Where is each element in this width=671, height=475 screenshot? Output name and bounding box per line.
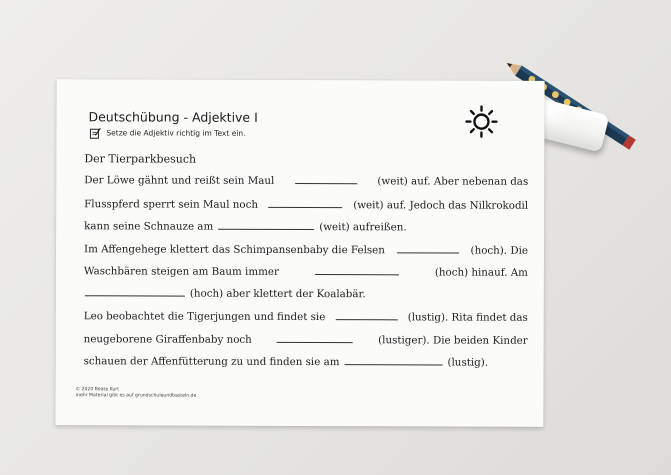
story-title: Der Tierparkbesuch [84, 152, 197, 166]
blank-line [85, 285, 185, 296]
text-line [84, 241, 528, 257]
text-segment: Flusspferd sperrt sein Maul noch [84, 198, 259, 211]
text-segment: (weit) auf. Jedoch das Nilkrokodil [353, 199, 529, 212]
text-line [84, 285, 528, 301]
footer [75, 387, 196, 399]
blank-line [295, 173, 357, 184]
text-segment: (weit) auf. Aber nebenan das [377, 175, 529, 188]
text-segment: kann seine Schnauze am [84, 220, 214, 233]
footer-more: mehr Material gibt es auf grundschuleundbasteln.de [75, 393, 197, 399]
text-segment: (hoch) hinauf. Am [434, 266, 528, 279]
text-segment: (weit) aufreißen. [319, 221, 407, 234]
worksheet-title: Deutschübung - Adjektive I [88, 109, 258, 125]
pencil-note-icon [89, 127, 101, 139]
text-segment: schauen der Affenfütterung zu und finden sie am [83, 355, 340, 369]
text-segment: Der Löwe gähnt und reißt sein Maul [84, 174, 275, 187]
text-line [84, 172, 528, 188]
text-segment: (lustiger). Die beiden Kinder [378, 334, 528, 347]
text-line [84, 196, 528, 212]
text-segment: neugeborene Giraffenbaby noch [83, 333, 252, 346]
text-segment: (lustig). [447, 356, 489, 369]
text-segment: (hoch) aber klettert der Koalabär. [189, 287, 366, 301]
sun-icon [464, 105, 498, 139]
text-line [84, 308, 528, 324]
text-line [84, 353, 528, 369]
blank-line [269, 197, 343, 208]
blank-line [277, 332, 353, 343]
blank-line [315, 264, 399, 275]
footer-copyright: © 2020 Beate Kurt [75, 387, 120, 393]
blank-line [336, 309, 398, 320]
text-segment: (lustig). Rita findet das [407, 311, 528, 324]
text-segment: Waschbären steigen am Baum immer [83, 265, 279, 278]
worksheet-paper [55, 79, 544, 427]
blank-line [397, 242, 459, 253]
text-line [84, 263, 528, 279]
text-segment: (hoch). Die [470, 244, 529, 257]
text-segment: Im Affengehege klettert das Schimpansenbaby die Felsen [83, 243, 385, 257]
blank-line [344, 354, 442, 365]
text-segment: Leo beobachtet die Tigerjungen und findet sie [83, 310, 326, 324]
blank-line [218, 219, 314, 230]
text-line [84, 218, 528, 234]
text-line [84, 331, 528, 347]
instruction-text: Setze die Adjektiv richtig im Text ein. [106, 128, 246, 138]
